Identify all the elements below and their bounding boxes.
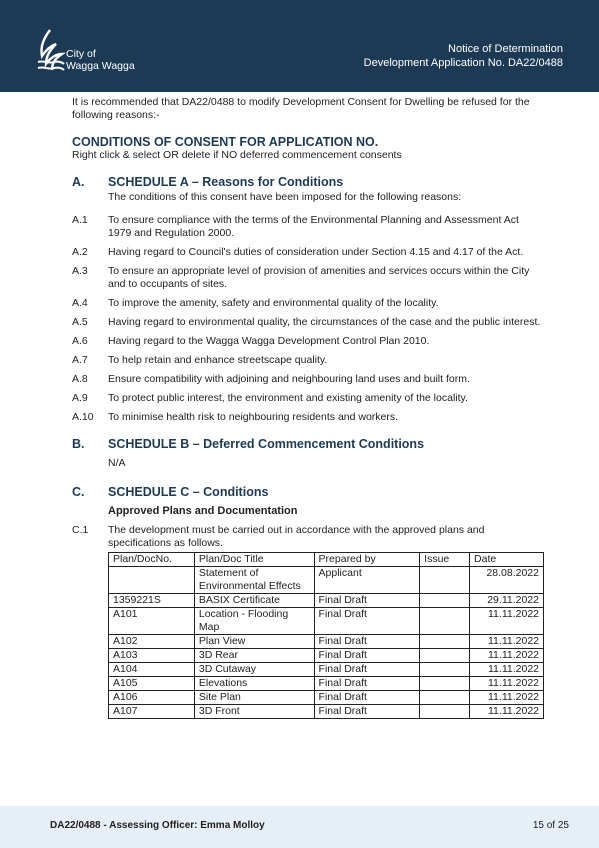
schedule-b-heading [72, 438, 542, 451]
reason-text: Having regard to the Wagga Wagga Development Control Plan 2010. [108, 335, 430, 347]
reason-number: A.9 [72, 392, 88, 404]
table-body [109, 567, 544, 719]
page-footer [0, 806, 599, 848]
schedule-b-text: N/A [108, 457, 126, 469]
table-header-cell: Plan/Doc Title [194, 553, 314, 567]
table-cell: Plan View [194, 635, 314, 649]
table-cell: A106 [109, 691, 195, 705]
document-title [364, 42, 563, 70]
reason-text: To protect public interest, the environment and existing amenity of the locality. [108, 392, 468, 404]
table-row [109, 691, 544, 705]
reason-text: Having regard to Council's duties of consideration under Section 4.15 and 4.17 of the Act. [108, 246, 524, 258]
reason-number: A.4 [72, 297, 88, 309]
reason-number: A.6 [72, 335, 88, 347]
reason-text: To ensure an appropriate level of provision of amenities and services occurs within the City and to occupants of sites. [108, 265, 530, 290]
table-cell: A105 [109, 677, 195, 691]
reason-item [72, 297, 542, 310]
table-cell: Statement of Environmental Effects [194, 567, 314, 594]
reason-item [72, 392, 542, 405]
table-cell [420, 594, 470, 608]
reason-item [72, 411, 542, 424]
table-cell: Final Draft [314, 635, 420, 649]
reason-text: To improve the amenity, safety and environmental quality of the locality. [108, 297, 439, 309]
reason-number: A.3 [72, 265, 88, 277]
schedule-a-list [72, 214, 542, 424]
table-cell [109, 567, 195, 594]
table-cell: A102 [109, 635, 195, 649]
table-cell: Final Draft [314, 594, 420, 608]
wave-icon [36, 28, 66, 72]
table-cell [420, 635, 470, 649]
table-header-cell: Prepared by [314, 553, 420, 567]
reason-text: Ensure compatibility with adjoining and neighbouring land uses and built form. [108, 373, 470, 385]
table-cell: Location - Flooding Map [194, 608, 314, 635]
table-cell: Final Draft [314, 649, 420, 663]
condition-c1-text: The development must be carried out in accordance with the approved plans and specifications as follows. [108, 524, 485, 549]
table-cell: 28.08.2022 [470, 567, 544, 594]
table-cell: Site Plan [194, 691, 314, 705]
table-cell [420, 608, 470, 635]
table-cell: Applicant [314, 567, 420, 594]
table-cell [420, 649, 470, 663]
schedule-a-lead: The conditions of this consent have been imposed for the following reasons: [108, 191, 462, 203]
table-cell: 11.11.2022 [470, 663, 544, 677]
document-title-line2: Development Application No. DA22/0488 [363, 57, 563, 69]
table-cell: 11.11.2022 [470, 608, 544, 635]
reason-number: A.7 [72, 354, 88, 366]
schedule-c-number: C. [72, 485, 85, 499]
table-cell [420, 567, 470, 594]
reason-item [72, 335, 542, 348]
council-name-line2: Wagga Wagga [66, 60, 135, 72]
reason-text: Having regard to environmental quality, the circumstances of the case and the public interest. [108, 316, 541, 328]
table-cell [420, 677, 470, 691]
table-cell: 3D Cutaway [194, 663, 314, 677]
table-cell: A103 [109, 649, 195, 663]
council-logo [36, 28, 146, 76]
reason-item [72, 316, 542, 329]
table-cell: 11.11.2022 [470, 691, 544, 705]
schedule-b-title: SCHEDULE B – Deferred Commencement Conditions [108, 437, 425, 451]
reason-number: A.10 [72, 411, 94, 423]
reason-number: A.1 [72, 214, 88, 226]
table-row [109, 594, 544, 608]
table-header-cell: Plan/DocNo. [109, 553, 195, 567]
table-cell: Final Draft [314, 663, 420, 677]
reason-item [72, 354, 542, 367]
table-cell [420, 705, 470, 719]
reason-number: A.2 [72, 246, 88, 258]
table-cell: Elevations [194, 677, 314, 691]
reason-item [72, 265, 542, 291]
table-cell: Final Draft [314, 677, 420, 691]
conditions-heading: CONDITIONS OF CONSENT FOR APPLICATION NO. [72, 135, 379, 149]
reason-text: To help retain and enhance streetscape quality. [108, 354, 328, 366]
table-cell: A101 [109, 608, 195, 635]
table-cell: 11.11.2022 [470, 705, 544, 719]
schedule-b-number: B. [72, 437, 85, 451]
table-cell: 3D Rear [194, 649, 314, 663]
reason-item [72, 246, 542, 259]
table-cell: A107 [109, 705, 195, 719]
schedule-c-title: SCHEDULE C – Conditions [108, 485, 269, 499]
reason-text: To ensure compliance with the terms of the Environmental Planning and Assessment Act 1979 and Regulation 2000. [108, 214, 519, 239]
table-cell: 11.11.2022 [470, 677, 544, 691]
condition-c1 [72, 524, 542, 550]
table-cell: 1359221S [109, 594, 195, 608]
document-title-line1: Notice of Determination [448, 43, 563, 55]
page-header [0, 0, 599, 92]
table-cell: 11.11.2022 [470, 649, 544, 663]
council-name [66, 48, 135, 72]
schedule-a-number: A. [72, 175, 85, 189]
reason-number: A.5 [72, 316, 88, 328]
table-cell [420, 663, 470, 677]
conditions-note: Right click & select OR delete if NO deferred commencement consents [72, 149, 402, 161]
table-cell: Final Draft [314, 608, 420, 635]
table-header-cell: Date [470, 553, 544, 567]
table-header-row [109, 553, 544, 567]
table-cell: A104 [109, 663, 195, 677]
council-name-line1: City of [66, 48, 96, 60]
table-cell: 11.11.2022 [470, 635, 544, 649]
table-row [109, 608, 544, 635]
table-row [109, 677, 544, 691]
table-header-cell: Issue [420, 553, 470, 567]
table-row [109, 649, 544, 663]
condition-c1-number: C.1 [72, 524, 89, 536]
table-cell: Final Draft [314, 691, 420, 705]
reason-item [72, 373, 542, 386]
footer-officer: DA22/0488 - Assessing Officer: Emma Molloy [50, 820, 265, 831]
approved-plans-table [108, 552, 544, 719]
table-row [109, 567, 544, 594]
table-row [109, 635, 544, 649]
schedule-a-heading [72, 176, 542, 189]
table-cell: 3D Front [194, 705, 314, 719]
table-cell: BASIX Certificate [194, 594, 314, 608]
table-cell: Final Draft [314, 705, 420, 719]
table-row [109, 705, 544, 719]
reason-number: A.8 [72, 373, 88, 385]
table-cell [420, 691, 470, 705]
table-cell: 29.11.2022 [470, 594, 544, 608]
approved-plans-subheading: Approved Plans and Documentation [108, 505, 298, 517]
page-number: 15 of 25 [532, 820, 569, 831]
schedule-c-heading [72, 486, 542, 499]
reason-text: To minimise health risk to neighbouring residents and workers. [108, 411, 399, 423]
document-body [72, 96, 542, 719]
table-row [109, 663, 544, 677]
intro-paragraph: It is recommended that DA22/0488 to modify Development Consent for Dwelling be refused for the following reasons:- [72, 96, 530, 121]
reason-item [72, 214, 542, 240]
schedule-a-title: SCHEDULE A – Reasons for Conditions [108, 175, 344, 189]
